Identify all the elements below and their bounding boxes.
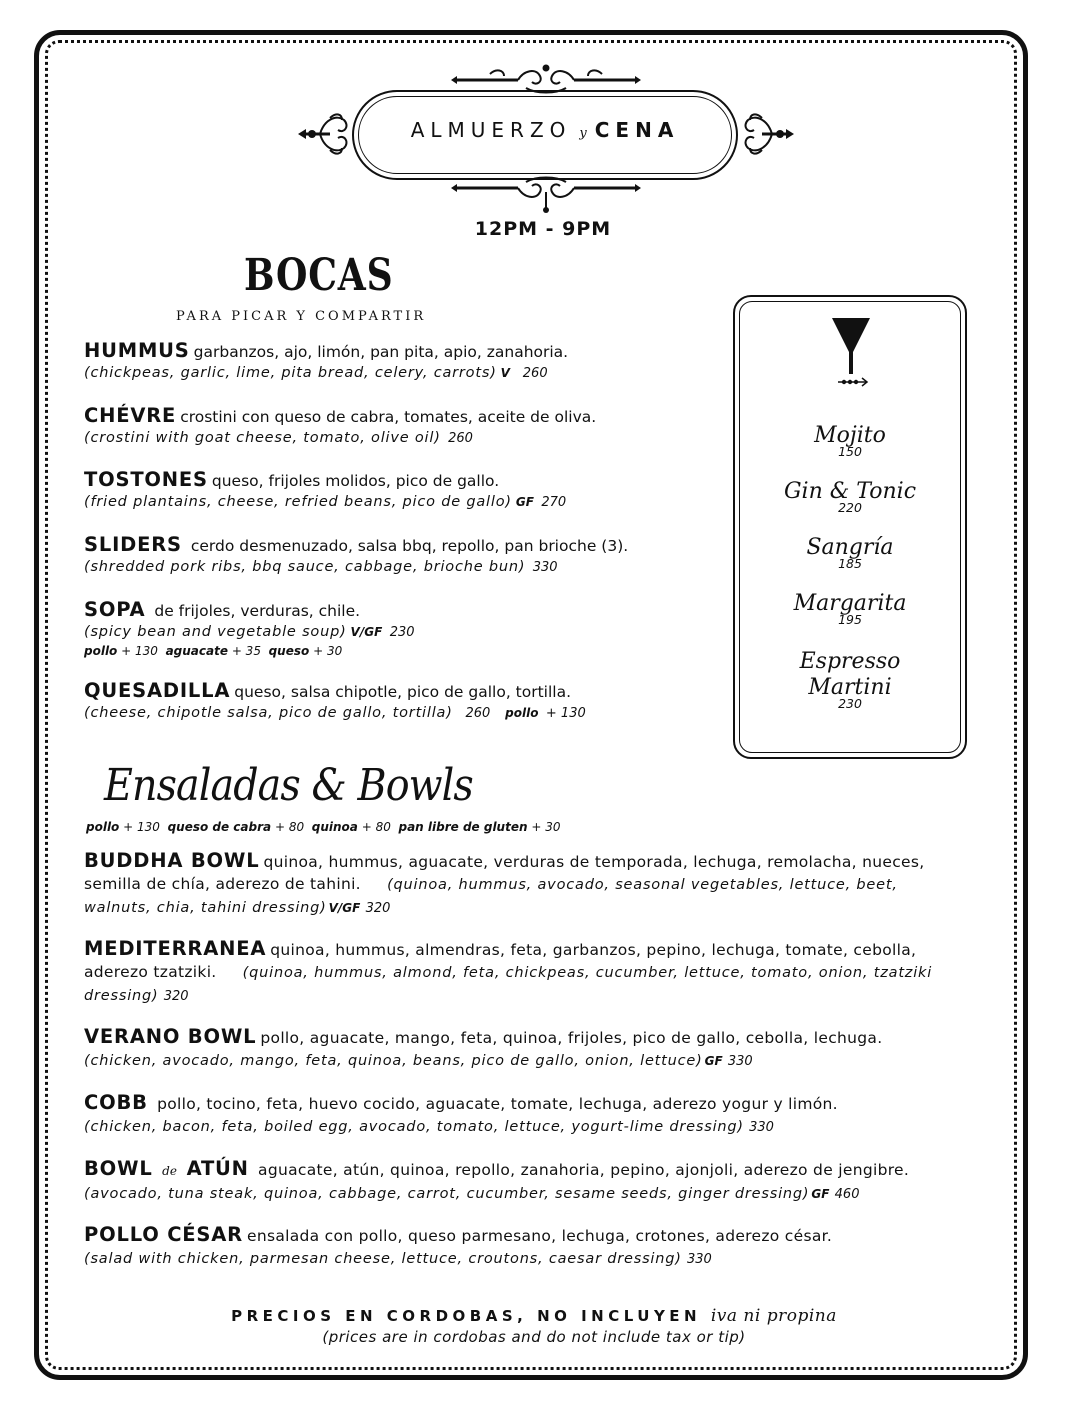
title-cena: CENA <box>594 118 680 142</box>
menu-item-verano-bowl <box>84 1026 964 1073</box>
item-price: 260 <box>448 431 473 446</box>
item-description-en: (avocado, tuna steak, quinoa, cabbage, carrot, cucumber, sesame seeds, ginger dressing) <box>84 1186 810 1202</box>
item-name: SLIDERS <box>84 533 182 556</box>
drink-name: Mojito <box>814 423 886 448</box>
item-description-es: queso, salsa chipotle, pico de gallo, tortilla. <box>234 683 572 701</box>
diet-tag: GF <box>515 495 534 509</box>
drink-name: Margarita <box>793 591 907 616</box>
item-description-es: pollo, tocino, feta, huevo cocido, aguacate, tomate, lechuga, aderezo yogur y limón. <box>157 1095 838 1113</box>
service-hours: 12PM - 9PM <box>474 218 612 240</box>
menu-item-sopa <box>84 599 724 659</box>
item-price: 460 <box>834 1187 860 1202</box>
menu-item-tostones <box>84 469 724 513</box>
item-name: TOSTONES <box>84 468 208 491</box>
item-name: QUESADILLA <box>84 679 231 702</box>
item-description-en: (chicken, avocado, mango, feta, quinoa, beans, pico de gallo, onion, lettuce) <box>84 1053 703 1069</box>
item-description-en: (quinoa, hummus, almond, feta, chickpeas, cucumber, lettuce, tomato, onion, tzatziki dressing) <box>84 965 933 1004</box>
footer-prices-note: PRECIOS EN CORDOBAS, NO INCLUYEN iva ni propina <box>231 1306 837 1326</box>
item-price: 320 <box>365 901 391 916</box>
menu-item-cobb <box>84 1092 964 1139</box>
drink-price: 185 <box>838 556 862 571</box>
diet-tag: V/GF <box>328 901 361 915</box>
menu-item-buddha-bowl <box>84 850 964 920</box>
ensaladas-heading: Ensaladas & Bowls <box>104 760 473 811</box>
menu-item-mediterranea <box>84 938 964 1008</box>
item-price: 330 <box>686 1252 712 1267</box>
diet-tag: GF <box>704 1054 723 1068</box>
item-name: SOPA <box>84 598 146 621</box>
item-description-en: (quinoa, hummus, avocado, seasonal vegetables, lettuce, beet, walnuts, chia, tahini dressing) <box>84 877 898 916</box>
extra-label: pollo <box>505 706 539 720</box>
drink-margarita <box>740 591 960 627</box>
item-description-es: crostini con queso de cabra, tomates, aceite de oliva. <box>180 408 597 426</box>
extra-price: + 130 <box>545 706 586 721</box>
item-description-en: (shredded pork ribs, bbq sauce, cabbage, brioche bun) <box>84 559 526 575</box>
drink-price: 195 <box>838 612 862 627</box>
bocas-subheading: PARA PICAR Y COMPARTIR <box>176 309 427 324</box>
item-description-en: (crostini with goat cheese, tomato, olive oil) <box>84 430 441 446</box>
item-price: 330 <box>532 560 558 575</box>
menu-title <box>352 118 738 142</box>
drink-price: 220 <box>838 500 862 515</box>
item-price: 320 <box>163 989 189 1004</box>
item-description-en: (chickpeas, garlic, lime, pita bread, celery, carrots) <box>84 365 497 381</box>
item-name: MEDITERRANEA <box>84 937 267 960</box>
bocas-heading: BOCAS <box>244 250 394 301</box>
item-description-es: de frijoles, verduras, chile. <box>154 602 361 620</box>
drink-name: Gin & Tonic <box>783 479 917 504</box>
footer-prices-note-en: (prices are in cordobas and do not include tax or tip) <box>322 1328 746 1346</box>
item-price: 230 <box>389 625 415 640</box>
item-name: POLLO CÉSAR <box>84 1223 243 1246</box>
menu-item-sliders <box>84 534 724 578</box>
item-name: HUMMUS <box>84 339 190 362</box>
item-name: BUDDHA BOWL <box>84 849 260 872</box>
item-price: 270 <box>541 495 567 510</box>
drink-mojito <box>740 423 960 459</box>
menu-item-pollo-cesar <box>84 1224 964 1271</box>
footer-iva-note: iva ni propina <box>710 1306 837 1326</box>
item-description-es: pollo, aguacate, mango, feta, quinoa, frijoles, pico de gallo, cebolla, lechuga. <box>260 1029 883 1047</box>
drink-name-line1: Espresso <box>799 649 901 674</box>
menu-item-quesadilla <box>84 680 724 724</box>
title-almuerzo: ALMUERZO <box>410 118 572 142</box>
drink-name: Sangría <box>806 535 894 560</box>
item-price: 260 <box>522 366 548 381</box>
drink-price: 230 <box>838 696 862 711</box>
menu-item-hummus <box>84 340 724 384</box>
item-price: 260 <box>465 706 491 721</box>
item-price: 330 <box>749 1120 774 1135</box>
item-name: VERANO BOWL <box>84 1025 257 1048</box>
item-description-en: (spicy bean and vegetable soup) <box>84 624 347 640</box>
item-description-es: aguacate, atún, quinoa, repollo, zanahoria, pepino, ajonjoli, aderezo de jengibre. <box>258 1161 910 1179</box>
item-price: 330 <box>727 1054 753 1069</box>
item-name: COBB <box>84 1091 148 1114</box>
menu-item-chevre <box>84 405 724 449</box>
item-description-es: queso, frijoles molidos, pico de gallo. <box>211 472 500 490</box>
item-description-es: ensalada con pollo, queso parmesano, lechuga, crotones, aderezo césar. <box>246 1227 833 1245</box>
item-description-es: quinoa, hummus, almendras, feta, garbanzos, pepino, lechuga, tomate, cebolla, aderezo tzatziki. <box>84 941 917 981</box>
menu-item-bowl-de-atun <box>84 1158 964 1206</box>
diet-tag: GF <box>811 1187 830 1201</box>
drink-gin-tonic <box>740 479 960 515</box>
diet-tag: V/GF <box>350 625 383 639</box>
item-description-en: (salad with chicken, parmesan cheese, lettuce, croutons, caesar dressing) <box>84 1251 682 1267</box>
drink-price: 150 <box>838 444 862 459</box>
item-description-es: quinoa, hummus, aguacate, verduras de temporada, lechuga, remolacha, nueces, semilla de chía, aderezo de tahini. <box>84 853 925 893</box>
martini-glass-icon <box>826 316 876 390</box>
item-description-es: cerdo desmenuzado, salsa bbq, repollo, pan brioche (3). <box>190 537 629 555</box>
item-name: CHÉVRE <box>84 404 177 427</box>
ensaladas-extras: pollo + 130 queso de cabra + 80 quinoa + 80 pan libre de gluten + 30 <box>86 820 561 834</box>
drink-name-line2: Martini <box>808 675 892 700</box>
item-description-en: (fried plantains, cheese, refried beans, pico de gallo) <box>84 494 512 510</box>
item-extras: pollo + 130 aguacate + 35 queso + 30 <box>84 644 343 658</box>
drink-sangria <box>740 535 960 571</box>
item-description-es: garbanzos, ajo, limón, pan pita, apio, zanahoria. <box>193 343 569 361</box>
drink-espresso-martini <box>740 649 960 711</box>
item-description-en: (chicken, bacon, feta, boiled egg, avocado, tomato, lettuce, yogurt-lime dressing) <box>84 1119 744 1135</box>
item-name: BOWL de ATÚN <box>84 1157 249 1180</box>
title-connector: y <box>579 126 587 141</box>
diet-tag: V <box>500 366 510 380</box>
item-description-en: (cheese, chipotle salsa, pico de gallo, tortilla) <box>84 705 453 721</box>
